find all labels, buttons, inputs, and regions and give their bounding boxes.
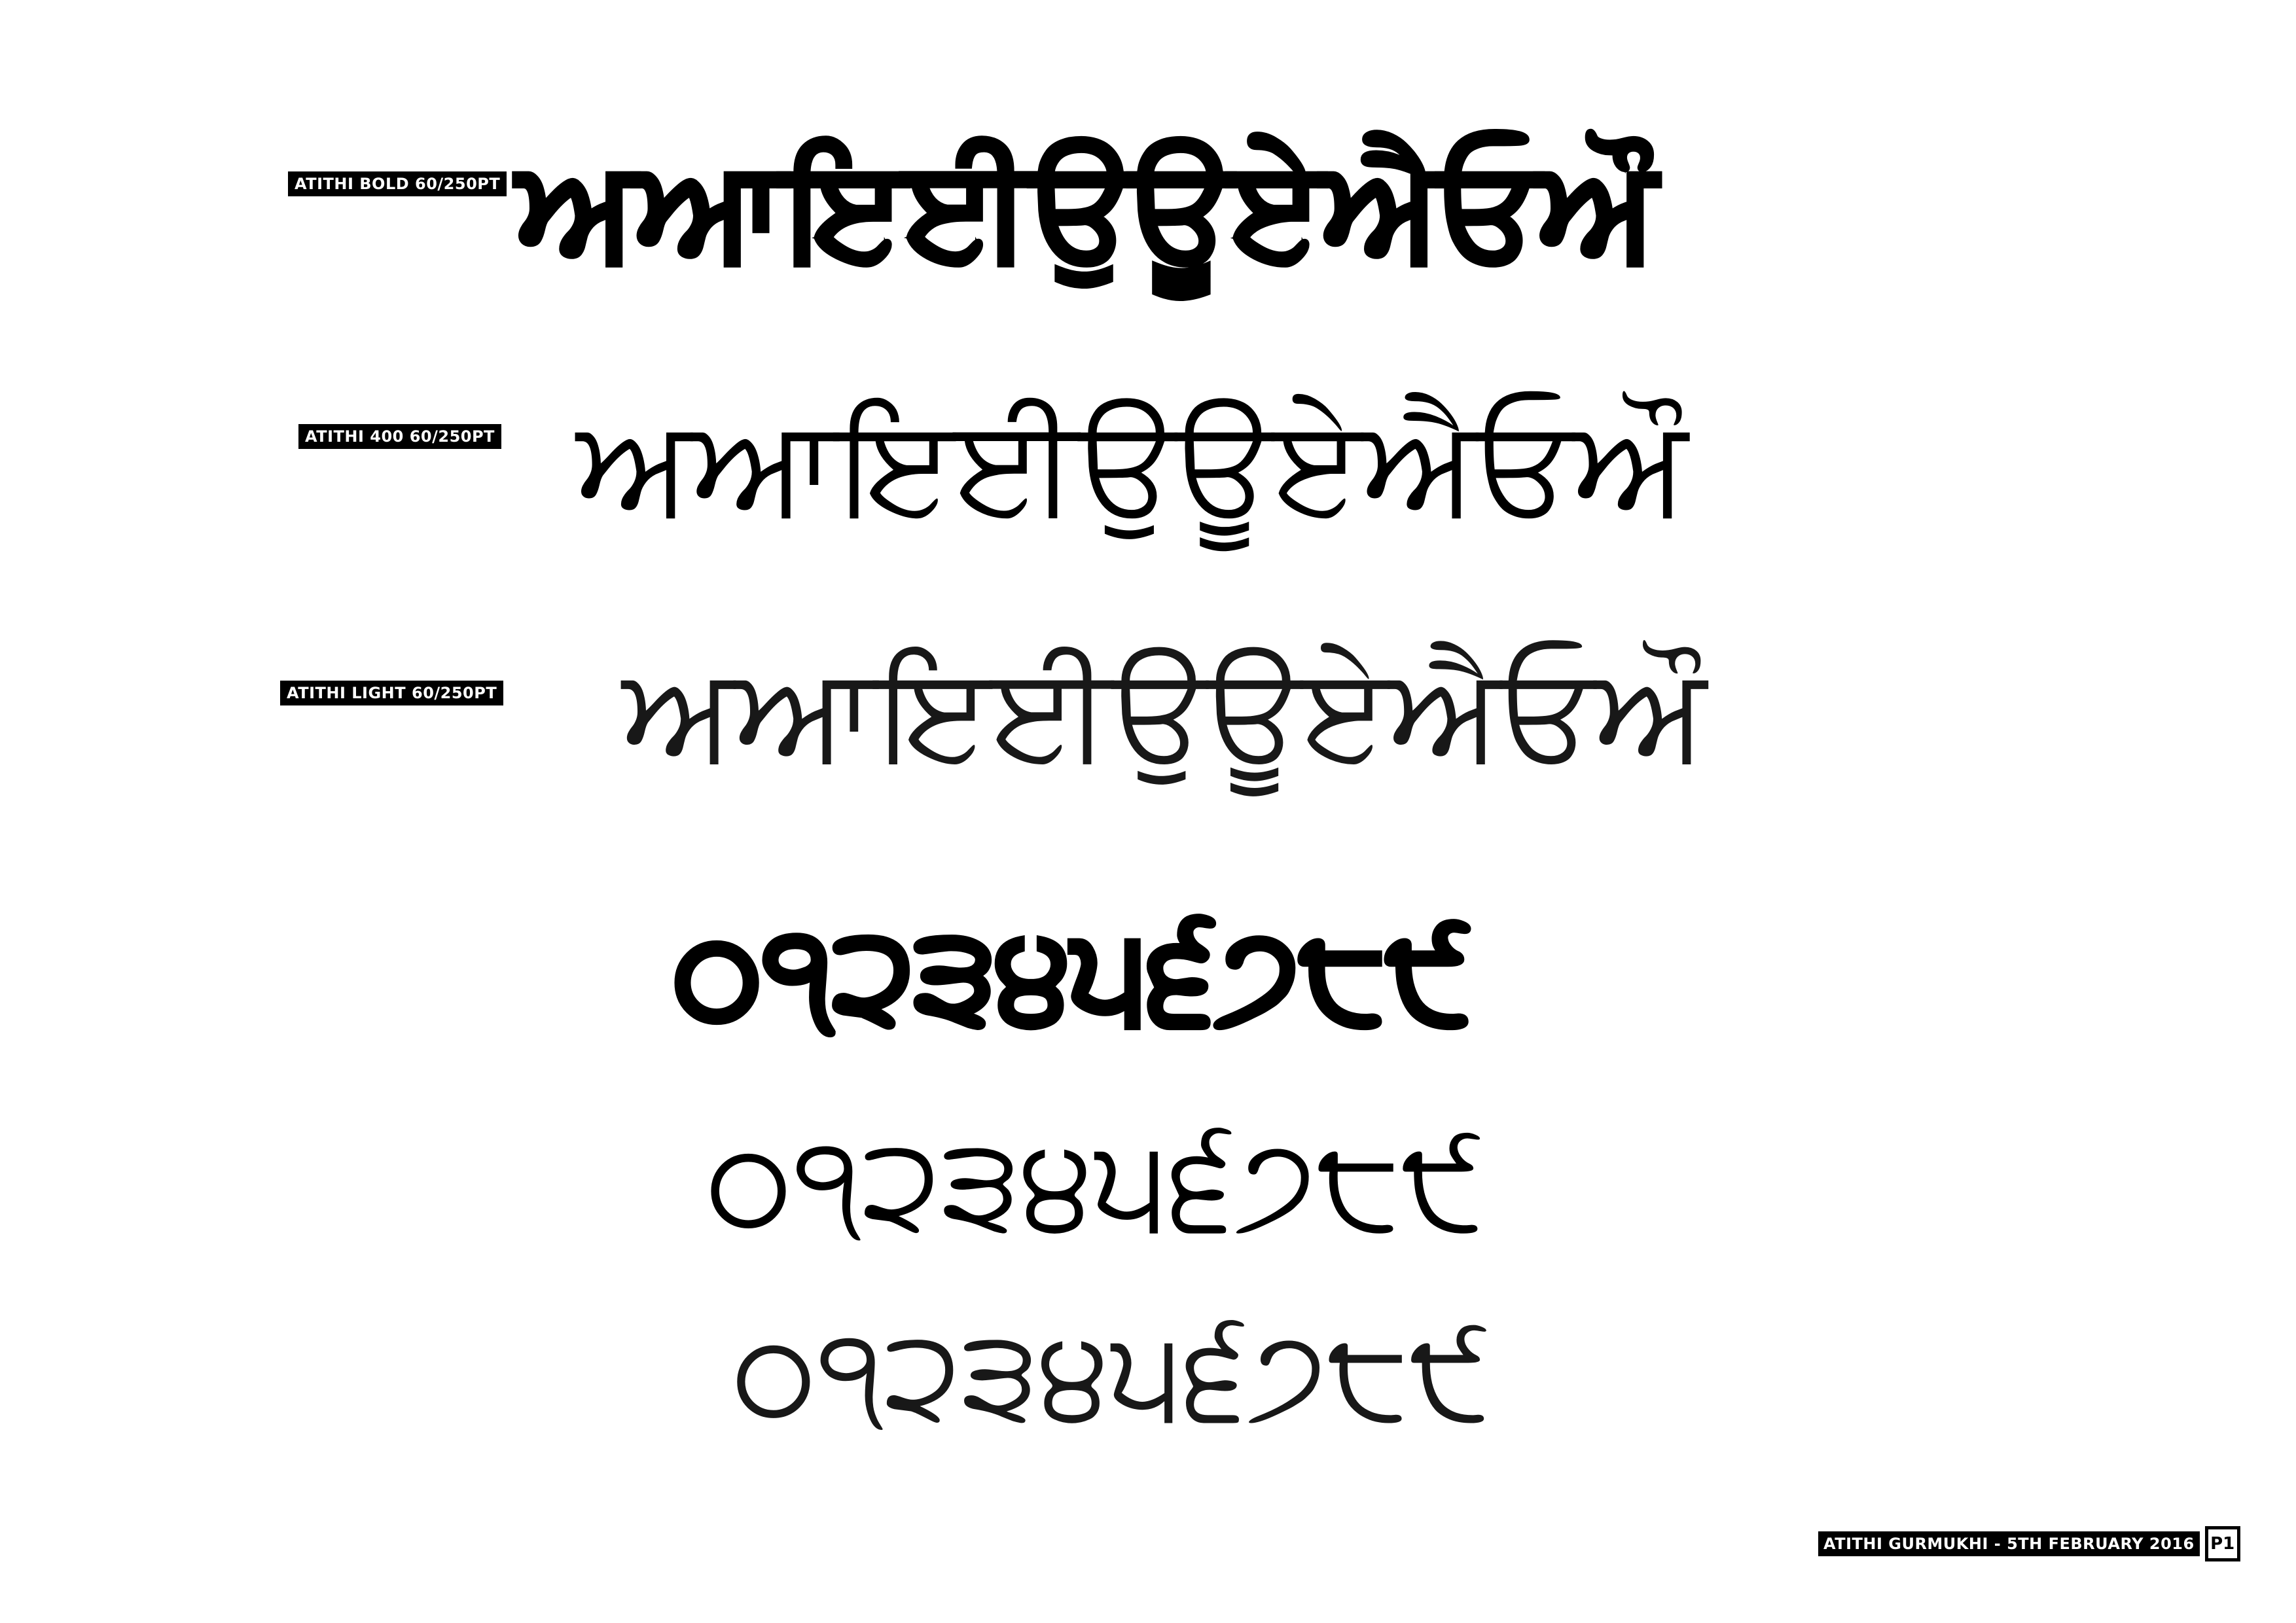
specimen-vowels-light: ਅਆਇਈਉਊਏਐਓਔ bbox=[622, 637, 1707, 789]
label-bold: ATITHI BOLD 60/250PT bbox=[288, 171, 507, 196]
label-regular: ATITHI 400 60/250PT bbox=[298, 424, 501, 449]
footer-title: ATITHI GURMUKHI - 5TH FEBRUARY 2016 bbox=[1818, 1531, 2200, 1556]
specimen-numerals-regular: ੦੧੨੩੪੫੬੭੮੯ bbox=[707, 1109, 1485, 1257]
specimen-numerals-light: ੦੧੨੩੪੫੬੭੮੯ bbox=[733, 1302, 1491, 1446]
label-light: ATITHI LIGHT 60/250PT bbox=[280, 681, 503, 705]
page-number: P1 bbox=[2205, 1526, 2240, 1561]
footer bbox=[1818, 1526, 2240, 1561]
specimen-vowels-bold: ਅਆਇਈਉਊਏਐਓਔ bbox=[517, 129, 1657, 289]
specimen-numerals-bold: ੦੧੨੩੪੫੬੭੮੯ bbox=[674, 899, 1472, 1051]
specimen-vowels-regular: ਅਆਇਈਉਊਏਐਓਔ bbox=[576, 388, 1688, 544]
